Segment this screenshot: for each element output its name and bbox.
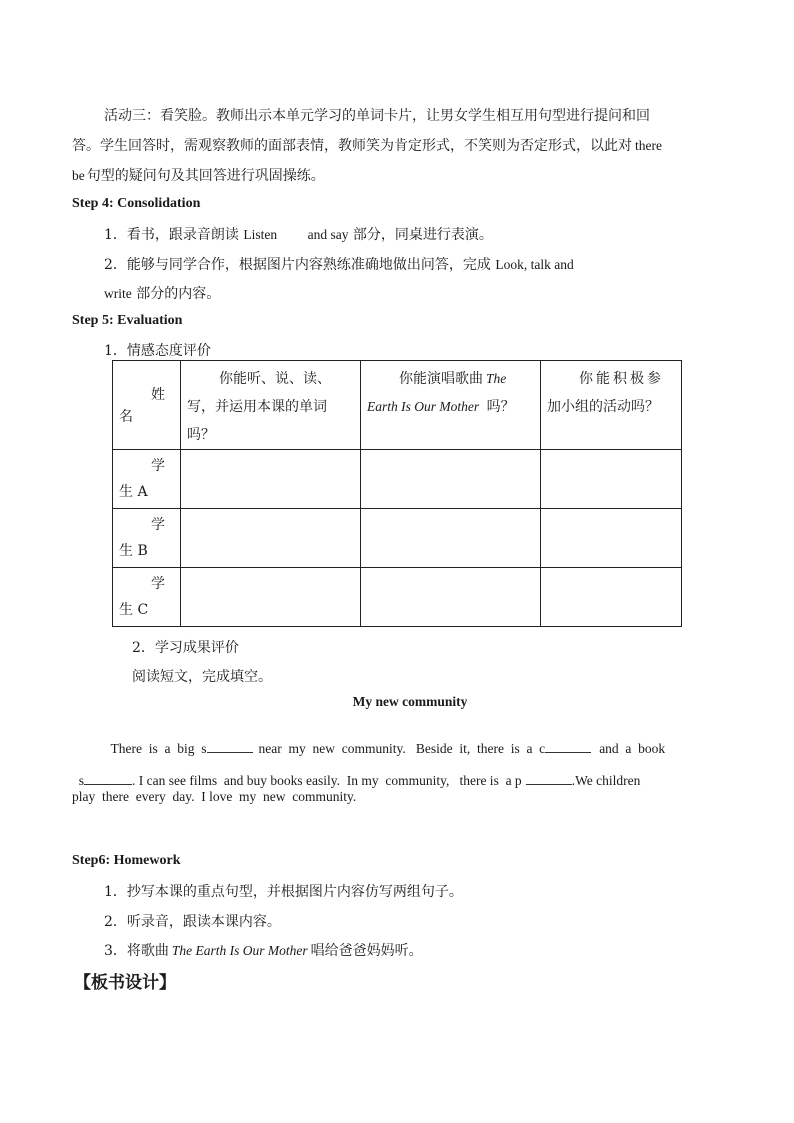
blank-s2[interactable]: [84, 784, 132, 785]
student-b-line1: 学: [151, 517, 165, 533]
answer-cell[interactable]: [361, 450, 541, 509]
step4-item1-text-d: 部分，同桌进行表演。: [352, 227, 493, 243]
passage-line2: [72, 757, 640, 789]
header-col1-cell: [181, 361, 361, 450]
passage-line2-c: .We children: [571, 773, 641, 788]
answer-cell[interactable]: [181, 450, 361, 509]
header-col2-question: 吗？: [486, 399, 515, 415]
step6-item1: 1．抄写本课的重点句型，并根据图片内容仿写两组句子。: [104, 884, 463, 900]
header-col2-line2: [361, 393, 540, 421]
blank-p[interactable]: [526, 784, 572, 785]
header-col1-line2: 写，并运用本课的单词: [187, 399, 327, 415]
header-name-1: 姓: [151, 387, 165, 403]
passage-title: My new community: [352, 694, 468, 709]
step4-item2-write: write: [104, 286, 132, 301]
student-a-line2: 生 A: [119, 484, 148, 500]
step4-item2-text-d: 部分的内容。: [136, 286, 221, 302]
passage-line2-b: . I can see films and buy books easily. In my community, there is a p: [132, 773, 522, 788]
student-c-line1: 学: [151, 576, 165, 592]
step4-item2-text-a: 能够与同学合作，根据图片内容熟练准确地做出问答，完成: [126, 257, 491, 273]
step6-heading: Step6: Homework: [72, 853, 181, 868]
step5-item1: 1．情感态度评价: [104, 343, 211, 359]
header-col2-line1: [361, 361, 540, 393]
answer-cell[interactable]: [181, 509, 361, 568]
header-col3-cell: [541, 361, 682, 450]
activity3-line1: 活动三：看笑脸。教师出示本单元学习的单词卡片，让男女学生相互用句型进行提问和回: [104, 108, 650, 124]
activity3-line3-en: be: [72, 168, 85, 183]
student-b-cell: [113, 509, 181, 568]
passage-line3: play there every day. I love my new community.: [72, 789, 357, 804]
blank-c[interactable]: [545, 752, 591, 753]
header-col2-cell: [361, 361, 541, 450]
passage-line1-a: There is a big s: [110, 741, 207, 756]
step4-item1-listen: Listen: [243, 227, 278, 242]
answer-cell[interactable]: [541, 568, 682, 627]
activity3-line2-en: there: [635, 138, 662, 153]
step4-item2-cont: [104, 283, 220, 303]
evaluation-table: [112, 360, 682, 627]
answer-cell[interactable]: [361, 509, 541, 568]
passage-line1: [104, 725, 665, 757]
step4-item2-en: Look, talk and: [495, 257, 574, 272]
table-header-row: [113, 361, 682, 450]
step4-item1: [104, 224, 493, 244]
step6-item3: [104, 940, 423, 960]
activity3-line3-cn: 句型的疑问句及其回答进行巩固操练。: [86, 168, 325, 184]
activity3-line3: [72, 165, 325, 185]
header-col1-line3: 吗？: [187, 427, 215, 443]
step6-item3-a: 3．将歌曲: [104, 943, 169, 959]
step6-item3-c: 唱给爸爸妈妈听。: [310, 943, 423, 959]
table-row: [113, 509, 682, 568]
header-name-cell: [113, 361, 181, 450]
student-a-line1: 学: [151, 458, 165, 474]
passage-line1-b: near my new community. Beside it, there is a c: [258, 741, 546, 756]
step4-heading: Step 4: Consolidation: [72, 196, 201, 211]
activity3-line2-cn: 答。学生回答时，需观察教师的面部表情，教师笑为肯定形式，不笑则为否定形式，以此对: [72, 138, 632, 154]
activity3-line2: [72, 135, 662, 155]
step4-item1-num: 1．: [104, 227, 127, 243]
passage-line1-c: and a book: [599, 741, 666, 756]
board-design-heading: 【板书设计】: [74, 973, 176, 993]
step6-item2: 2．听录音，跟读本课内容。: [104, 914, 281, 930]
step4-item1-text-a: 看书，跟录音朗读: [126, 227, 239, 243]
answer-cell[interactable]: [541, 450, 682, 509]
student-c-line2: 生 C: [119, 602, 149, 618]
answer-cell[interactable]: [181, 568, 361, 627]
answer-cell[interactable]: [361, 568, 541, 627]
step6-item3-song: The Earth Is Our Mother: [171, 943, 308, 958]
step4-item2-num: 2．: [104, 257, 127, 273]
step5-item2: 2．学习成果评价: [132, 640, 239, 656]
step4-item1-say: and say: [307, 227, 349, 242]
table-row: [113, 568, 682, 627]
header-col1-line1: 你能听、说、读、: [219, 371, 331, 387]
student-b-line2: 生 B: [119, 543, 148, 559]
answer-cell[interactable]: [541, 509, 682, 568]
step4-item2: [104, 254, 574, 274]
header-col2-text: 你能演唱歌曲: [399, 371, 483, 387]
header-col3-line1: 你能积极参: [579, 371, 664, 387]
step5-heading: Step 5: Evaluation: [72, 313, 183, 328]
header-col2-song-2: Earth Is Our Mother: [367, 399, 480, 414]
header-col2-song-1: The: [486, 371, 507, 386]
passage-line2-a: s: [78, 773, 85, 788]
student-a-cell: [113, 450, 181, 509]
blank-s1[interactable]: [207, 752, 253, 753]
header-name-2: 名: [119, 409, 133, 425]
step5-instruction: 阅读短文，完成填空。: [132, 669, 272, 685]
student-c-cell: [113, 568, 181, 627]
header-col3-line2: 加小组的活动吗？: [547, 399, 659, 415]
table-row: [113, 450, 682, 509]
